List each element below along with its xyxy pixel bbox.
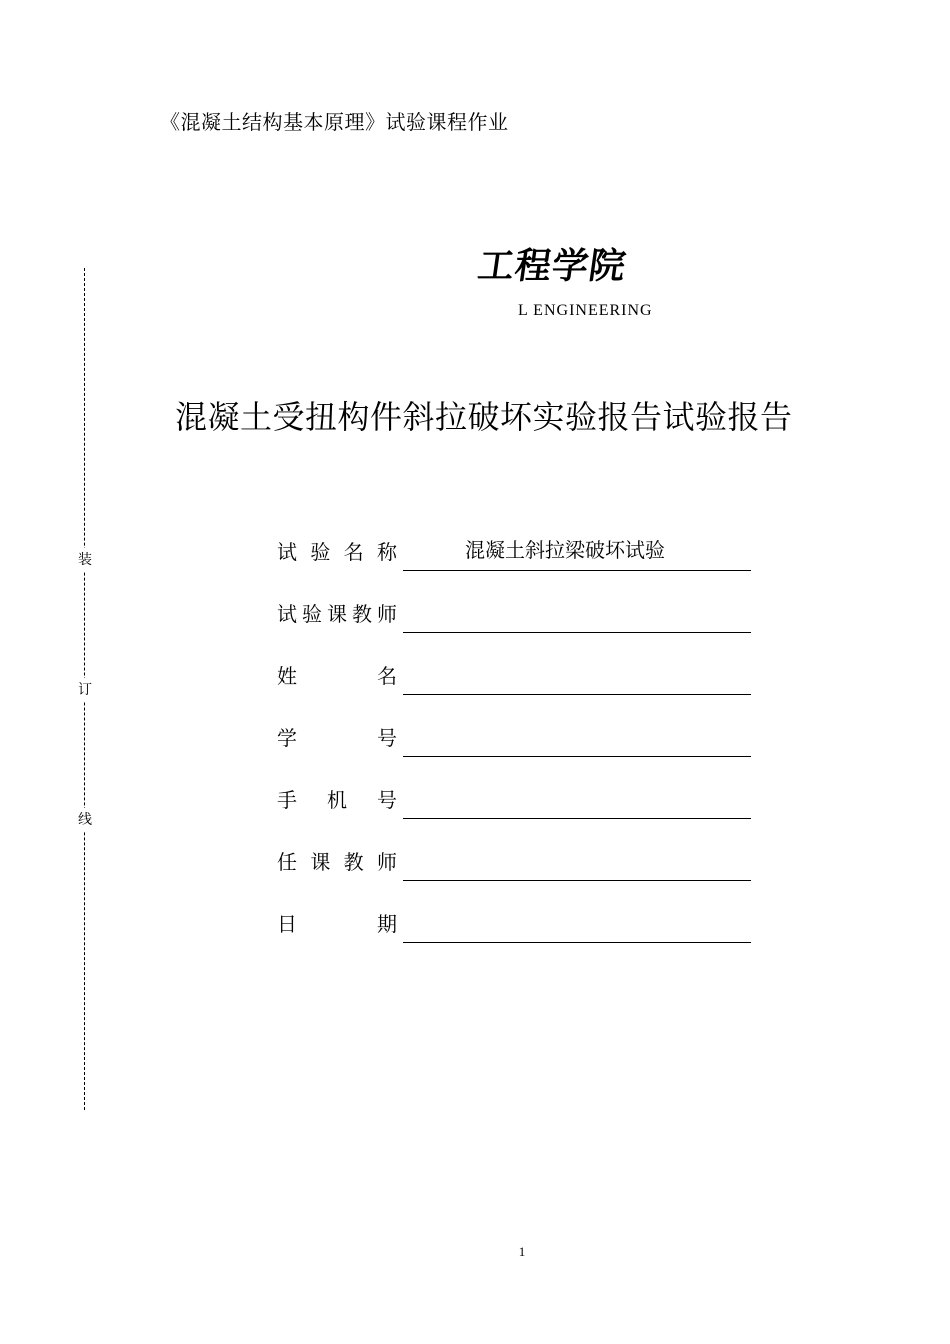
form-row-phone (277, 778, 753, 840)
label-char: 任 (277, 850, 297, 874)
form-row-student-id (277, 716, 753, 778)
label-char: 日 (277, 912, 297, 936)
phone-field[interactable] (403, 778, 751, 819)
label-char: 试 (277, 602, 297, 626)
label-char: 姓 (277, 664, 297, 688)
label-char: 称 (376, 540, 397, 564)
report-title: 混凝土受扭构件斜拉破坏实验报告试验报告 (175, 398, 793, 436)
binding-char-xian: 线 (73, 808, 97, 832)
form-row-lab-teacher (277, 592, 753, 654)
logo-subtitle: L ENGINEERING (518, 302, 653, 319)
label-char: 课 (310, 850, 331, 874)
lab-teacher-field[interactable] (403, 592, 751, 633)
label-char: 名 (377, 664, 397, 688)
experiment-name-field[interactable] (403, 530, 751, 571)
course-teacher-field[interactable] (403, 840, 751, 881)
form-row-experiment-name (277, 530, 753, 592)
label-char: 师 (376, 850, 397, 874)
form-label (277, 662, 397, 690)
label-char: 教 (343, 850, 364, 874)
label-char: 教 (352, 602, 372, 626)
date-field[interactable] (403, 902, 751, 943)
form-label (277, 848, 397, 876)
form-label (277, 538, 397, 566)
form-label (277, 724, 397, 752)
form-label (277, 786, 397, 814)
label-char: 试 (277, 540, 297, 564)
label-char: 手 (277, 788, 297, 812)
label-char: 师 (377, 602, 397, 626)
logo-calligraphy: 工程学院 (475, 245, 630, 287)
label-char: 学 (277, 726, 297, 750)
form-row-course-teacher (277, 840, 753, 902)
form-row-name (277, 654, 753, 716)
label-char: 号 (377, 788, 397, 812)
experiment-name-value: 混凝土斜拉梁破坏试验 (465, 538, 665, 562)
binding-char-zhuang: 装 (73, 548, 97, 572)
form-label (277, 600, 397, 628)
label-char: 期 (377, 912, 397, 936)
form-row-date (277, 902, 753, 964)
info-form (277, 530, 753, 964)
page-number: 1 (518, 1244, 526, 1259)
label-char: 课 (327, 602, 347, 626)
course-header: 《混凝土结构基本原理》试验课程作业 (160, 110, 509, 134)
binding-char-ding: 订 (73, 678, 97, 702)
college-logo (460, 238, 670, 319)
label-char: 验 (310, 540, 331, 564)
label-char: 名 (343, 540, 364, 564)
name-field[interactable] (403, 654, 751, 695)
label-char: 机 (327, 788, 347, 812)
form-label (277, 910, 397, 938)
student-id-field[interactable] (403, 716, 751, 757)
label-char: 验 (302, 602, 322, 626)
label-char: 号 (377, 726, 397, 750)
